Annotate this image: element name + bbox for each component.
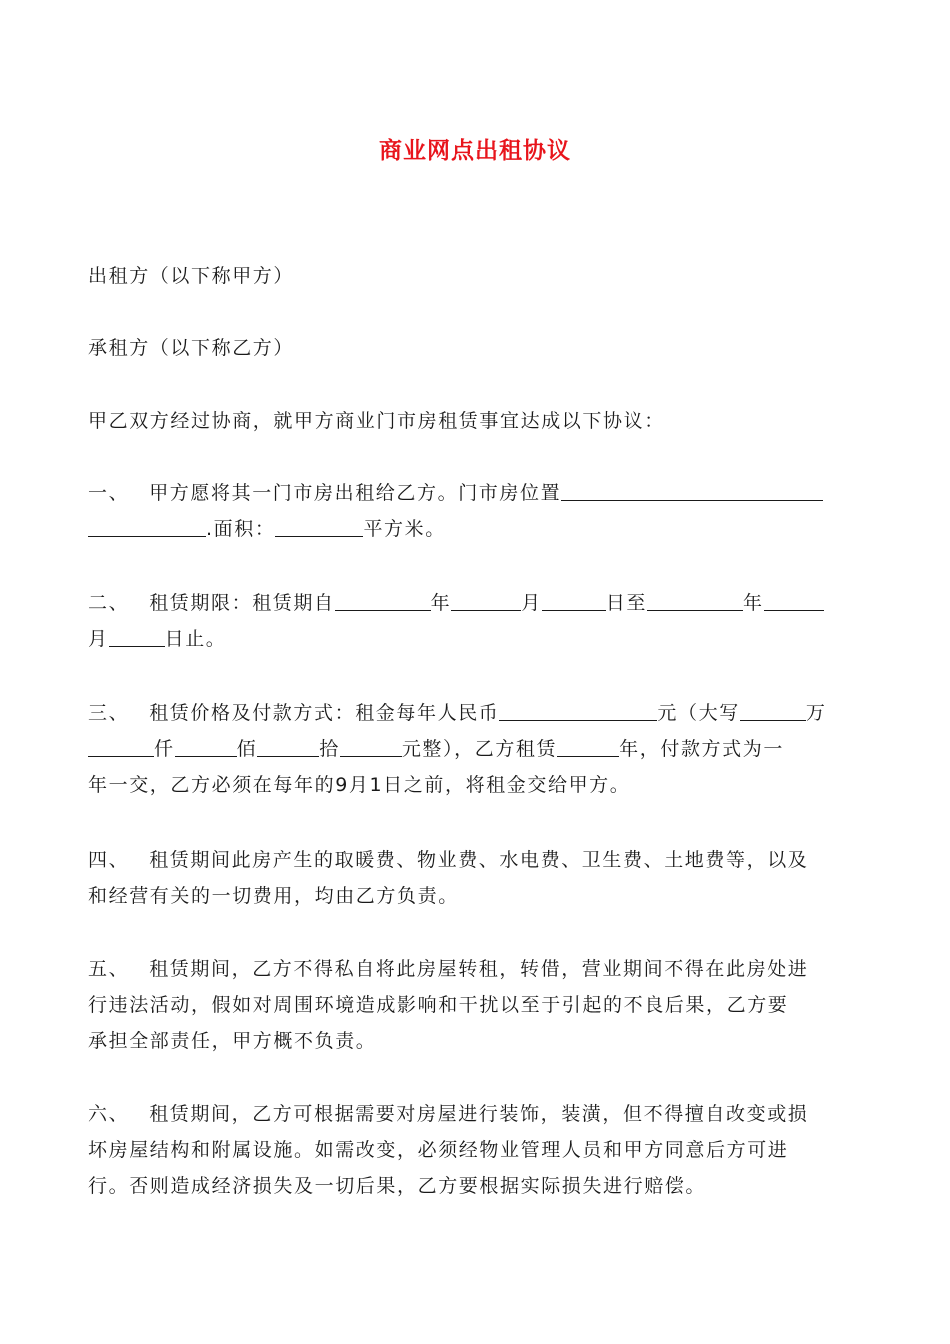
clause-6-line-3: 行。否则造成经济损失及一切后果，乙方要根据实际损失进行赔偿。 [88,1175,707,1197]
end-year-blank [647,588,743,611]
clause-4 [88,842,868,914]
clause-4-line-1: 四、 租赁期间此房产生的取暖费、物业费、水电费、卫生费、土地费等，以及 [88,849,809,871]
document-title: 商业网点出租协议 [379,138,571,164]
clause-5-line-2: 行违法活动，假如对周围环境造成影响和干扰以至于引起的不良后果，乙方要 [88,994,789,1016]
qian-blank [175,734,237,757]
clause-1 [88,475,868,547]
area-blank [275,514,363,537]
clause-6 [88,1096,868,1204]
clause-1-line-1: 一、 甲方愿将其一门市房出租给乙方。门市房位置 [88,475,868,511]
clause-3-line-2: 仟 佰 拾 元整），乙方租赁 年，付款方式为一 [88,731,868,767]
clause-3-line-1: 三、 租赁价格及付款方式：租金每年人民币 元（大写 万 [88,695,868,731]
lease-years-blank [557,734,619,757]
clause-2-line-2: 月 日止。 [88,621,868,657]
start-year-blank [335,588,431,611]
clause-4-line-2: 和经营有关的一切费用，均由乙方负责。 [88,885,459,907]
clause-5-line-3: 承担全部责任，甲方概不负责。 [88,1030,377,1052]
shi-blank [340,734,402,757]
start-day-blank [542,588,606,611]
location-blank [561,478,823,501]
bai-blank [257,734,319,757]
rent-amount-blank [499,698,657,721]
qian-blank-lead [88,734,154,757]
location-blank-cont [88,514,206,537]
clause-5-line-1: 五、 租赁期间，乙方不得私自将此房屋转租，转借，营业期间不得在此房处进 [88,958,809,980]
clause-6-line-2: 坏房屋结构和附属设施。如需改变，必须经物业管理人员和甲方同意后方可进 [88,1139,789,1161]
intro-paragraph: 甲乙双方经过协商，就甲方商业门市房租赁事宜达成以下协议： [88,410,665,432]
end-day-blank [109,624,165,647]
start-month-blank [451,588,521,611]
clause-5 [88,951,868,1059]
clause-2 [88,585,868,657]
clause-1-line-2: .面积： 平方米。 [88,511,868,547]
clause-3-line-3: 年一交，乙方必须在每年的9月1日之前，将租金交给甲方。 [88,774,631,796]
end-month-blank [764,588,824,611]
clause-2-line-1: 二、 租赁期限：租赁期自 年 月 日至 年 [88,585,868,621]
lessee-line: 承租方（以下称乙方） [88,337,295,359]
lessor-line: 出租方（以下称甲方） [88,265,295,287]
clause-3 [88,695,868,803]
clause-6-line-1: 六、 租赁期间，乙方可根据需要对房屋进行装饰，装潢，但不得擅自改变或损 [88,1103,809,1125]
wan-blank [740,698,806,721]
